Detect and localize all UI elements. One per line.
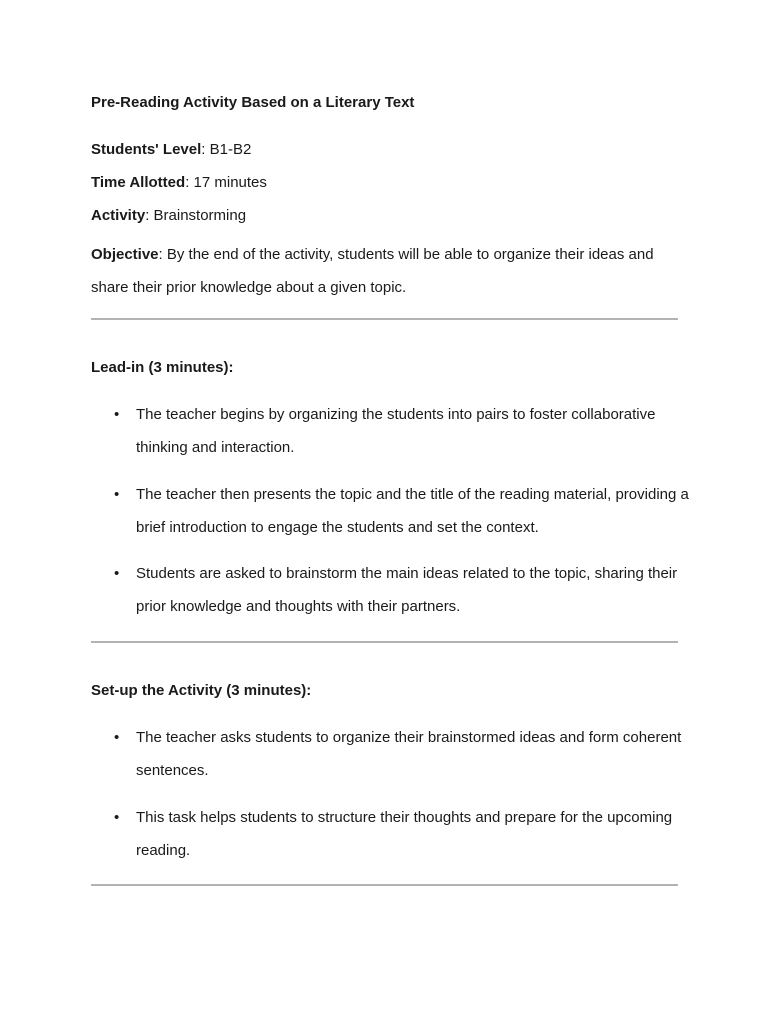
setup-bullet-1: The teacher asks students to organize their brainstormed ideas and form coherent sentences. (136, 729, 682, 779)
objective-label: Objective (91, 246, 159, 263)
lead-in-bullet-2: The teacher then presents the topic and the title of the reading material, providing a brief introduction to engage the students and set the context. (136, 486, 689, 536)
lead-in-bullet-1: The teacher begins by organizing the students into pairs to foster collaborative thinking and interaction. (136, 406, 656, 456)
objective-field (91, 238, 691, 304)
time-allotted-value: : 17 minutes (185, 174, 267, 191)
activity-field (91, 207, 246, 224)
bullet-icon: • (114, 406, 120, 423)
activity-value: : Brainstorming (145, 207, 247, 224)
lead-in-bullet-3: Students are asked to brainstorm the main ideas related to the topic, sharing their prior knowledge and thoughts with their partners. (136, 565, 678, 615)
bullet-icon: • (114, 486, 120, 503)
bullet-icon: • (114, 565, 120, 582)
time-allotted-field (91, 174, 267, 191)
section-divider (91, 884, 678, 886)
section-divider (91, 641, 678, 643)
students-level-value: : B1-B2 (201, 141, 252, 158)
lead-in-heading: Lead-in (3 minutes): (91, 359, 234, 376)
students-level-label: Students' Level (91, 141, 202, 158)
document-title: Pre-Reading Activity Based on a Literary Text (91, 94, 415, 111)
time-allotted-label: Time Allotted (91, 174, 186, 191)
bullet-icon: • (114, 809, 120, 826)
activity-label: Activity (91, 207, 146, 224)
bullet-icon: • (114, 729, 120, 746)
students-level-field (91, 141, 251, 158)
setup-heading: Set-up the Activity (3 minutes): (91, 682, 312, 699)
objective-value: : By the end of the activity, students will be able to organize their ideas and share their prior knowledge about a given topic. (91, 246, 654, 296)
section-divider (91, 318, 678, 320)
setup-bullet-2: This task helps students to structure their thoughts and prepare for the upcoming reading. (136, 809, 673, 859)
